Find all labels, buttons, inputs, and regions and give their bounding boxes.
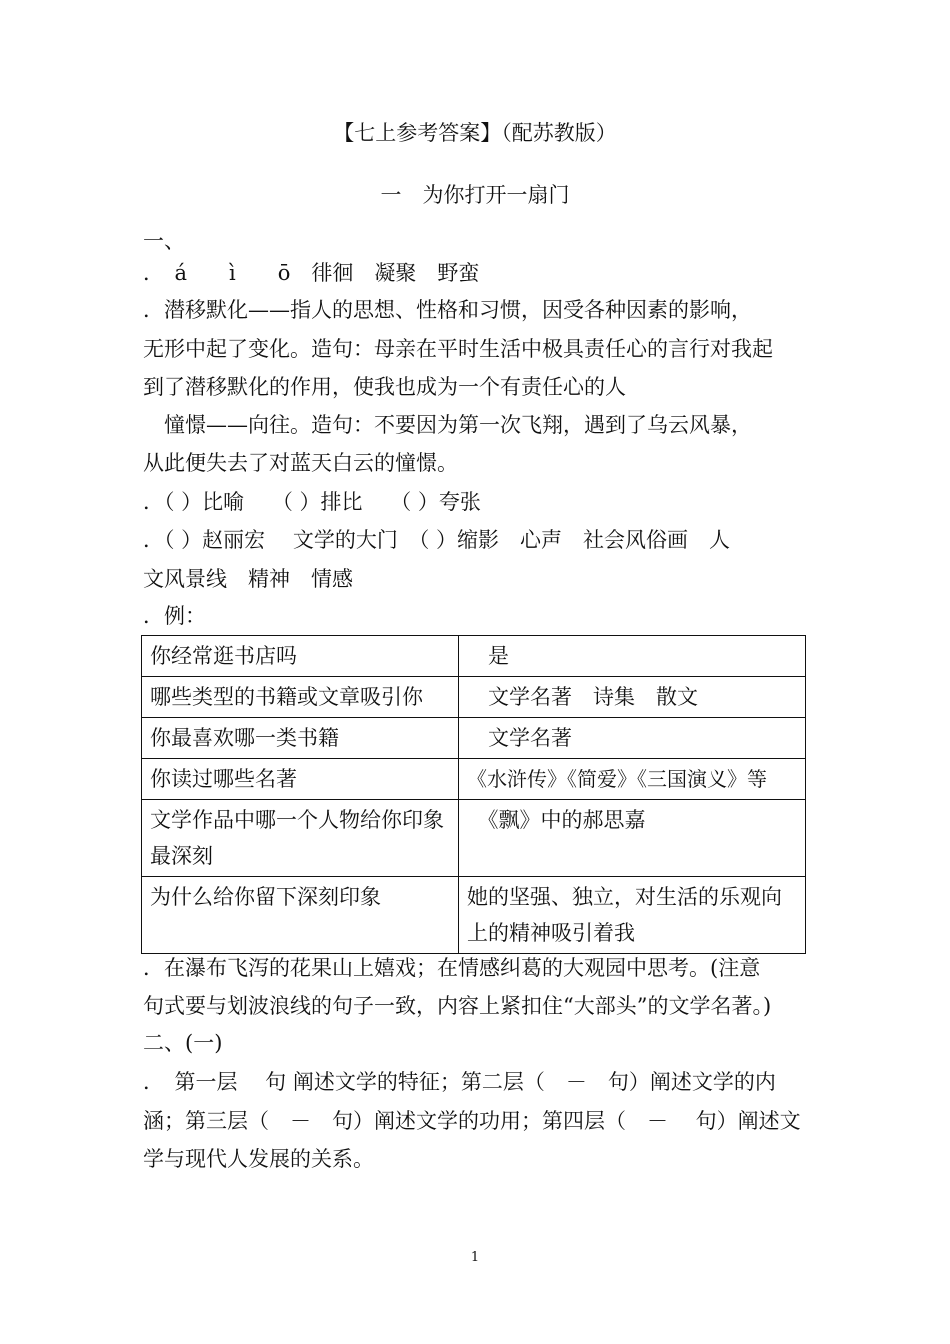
table-row: [142, 677, 806, 718]
reading-1-line-1: ． 第一层 句 阐述文学的特征；第二层（ － 句）阐述文学的内: [143, 1070, 776, 1094]
q4-line-1: ．（ ）赵丽宏 文学的大门 （ ）缩影 心声 社会风俗画 人: [143, 528, 731, 552]
doc-title: 【七上参考答案】（配苏教版）: [333, 121, 617, 145]
section-1-heading: 一、: [143, 229, 185, 253]
table-cell-question: 文学作品中哪一个人物给你印象最深刻: [142, 800, 459, 877]
table-cell-answer: 文学名著: [459, 718, 806, 759]
q2-line-1: ．潜移默化——指人的思想、性格和习惯，因受各种因素的影响，: [143, 298, 752, 322]
table-cell-answer: 是: [459, 636, 806, 677]
table-cell-question: 你读过哪些名著: [142, 759, 459, 800]
q2-line-4: 憧憬——向往。造句：不要因为第一次飞翔，遇到了乌云风暴，: [143, 413, 752, 437]
reading-1-line-3: 学与现代人发展的关系。: [143, 1147, 374, 1171]
table-cell-answer: 《水浒传》《简爱》《三国演义》等: [459, 759, 806, 800]
q1-text: ． á ì ō 徘徊 凝聚 野蛮: [143, 261, 480, 285]
q4-line-2: 文风景线 精神 情感: [143, 567, 353, 591]
q3-text: ．（ ）比喻 （ ）排比 （ ）夸张: [143, 490, 481, 514]
table-cell-answer: 她的坚强、独立，对生活的乐观向上的精神吸引着我: [459, 877, 806, 954]
unit-title: 一 为你打开一扇门: [380, 183, 570, 207]
table-cell-question: 哪些类型的书籍或文章吸引你: [142, 677, 459, 718]
table-cell-question: 你经常逛书店吗: [142, 636, 459, 677]
table-cell-question: 你最喜欢哪一类书籍: [142, 718, 459, 759]
q6-line-2: 句式要与划波浪线的句子一致，内容上紧扣住“大部头”的文学名著。): [143, 994, 772, 1018]
q2-line-2: 无形中起了变化。造句：母亲在平时生活中极具责任心的言行对我起: [143, 337, 773, 361]
q2-line-5: 从此便失去了对蓝天白云的憧憬。: [143, 451, 458, 475]
table-row: [142, 636, 806, 677]
table-row: [142, 759, 806, 800]
table-row: [142, 877, 806, 954]
table-cell-question: 为什么给你留下深刻印象: [142, 877, 459, 954]
reading-1-line-2: 涵；第三层（ － 句）阐述文学的功用；第四层（ － 句）阐述文: [143, 1109, 801, 1133]
table-row: [142, 718, 806, 759]
survey-table: [141, 635, 806, 954]
q6-line-1: ．在瀑布飞泻的花果山上嬉戏；在情感纠葛的大观园中思考。(注意: [143, 956, 761, 980]
page-number: 1: [470, 1250, 480, 1265]
q2-line-3: 到了潜移默化的作用，使我也成为一个有责任心的人: [143, 375, 626, 399]
table-cell-answer: 文学名著 诗集 散文: [459, 677, 806, 718]
table-cell-answer: 《飘》中的郝思嘉: [459, 800, 806, 877]
table-row: [142, 800, 806, 877]
q5-text: ．例：: [143, 604, 206, 628]
section-2-heading: 二、(一): [143, 1031, 223, 1055]
